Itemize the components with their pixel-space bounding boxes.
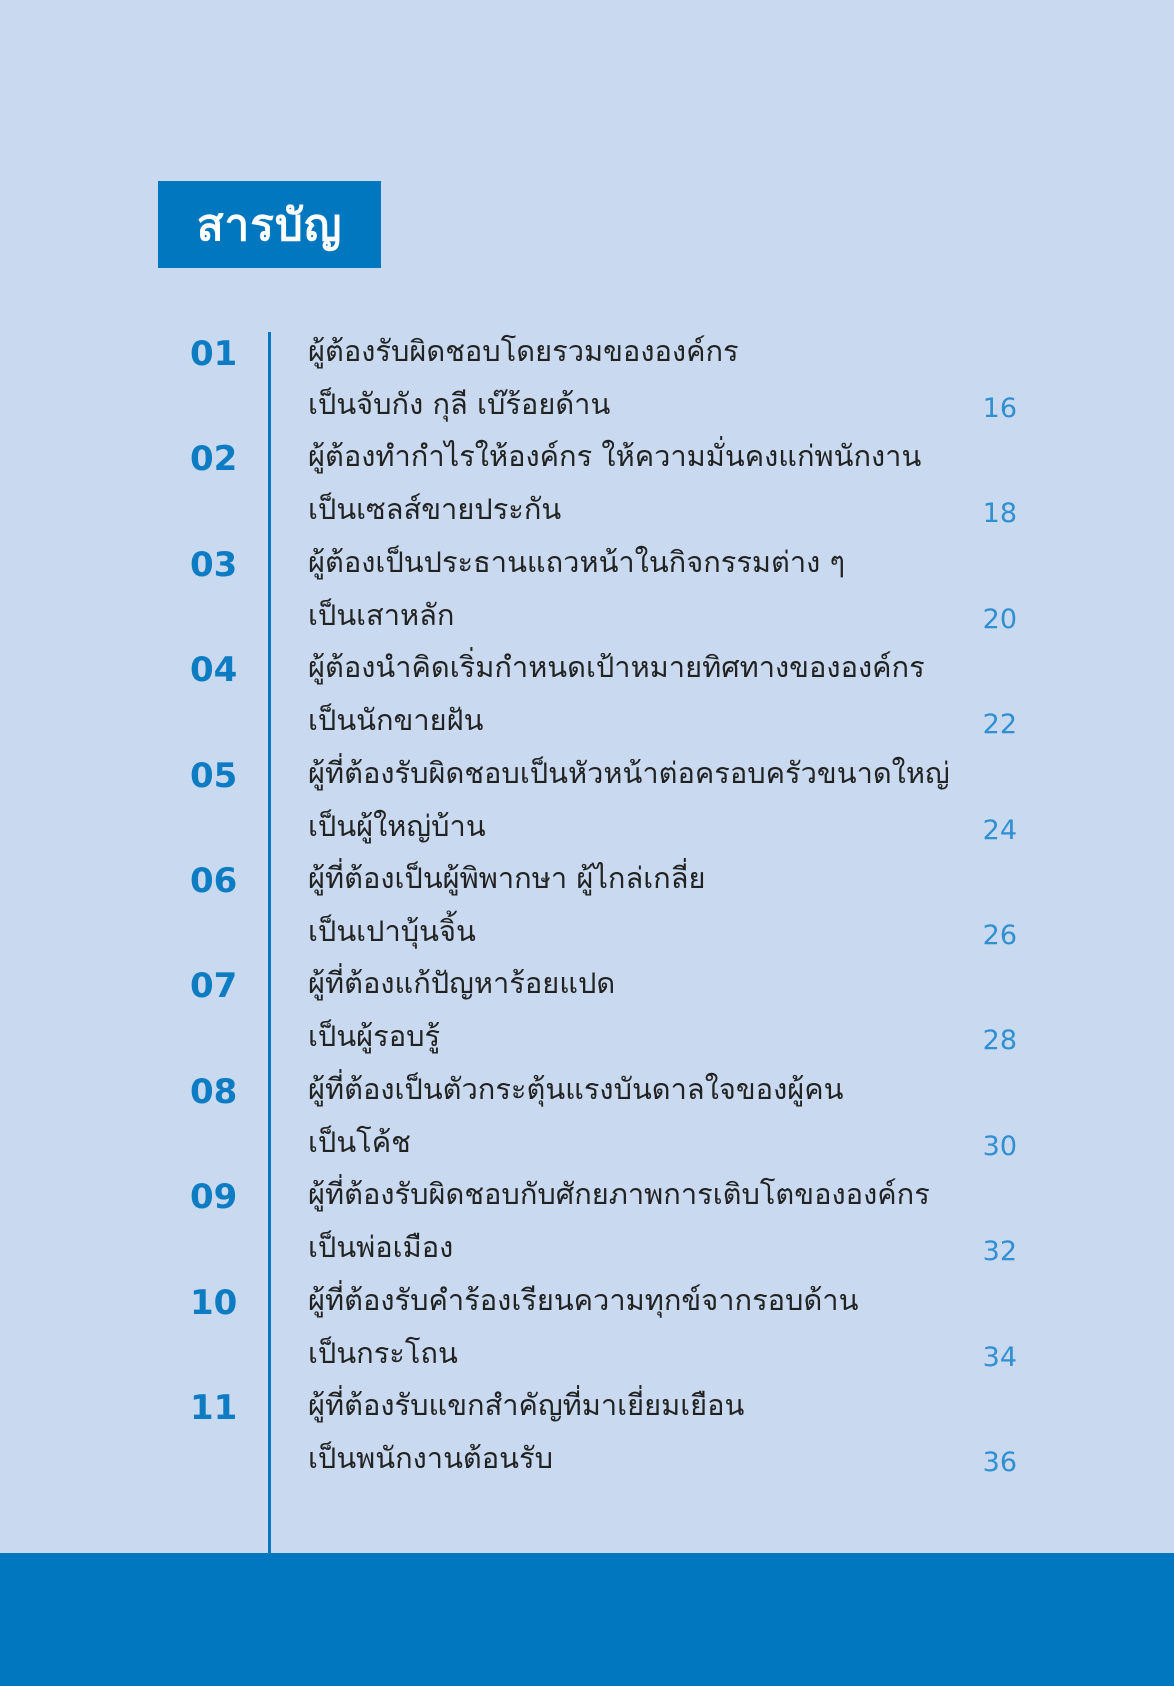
chapter-title-line1: ผู้ที่ต้องรับแขกสำคัญที่มาเยี่ยมเยือน [308, 1387, 745, 1422]
chapter-title-line1: ผู้ที่ต้องเป็นผู้พิพากษา ผู้ไกล่เกลี่ย [308, 860, 706, 895]
chapter-title-line2: เป็นพ่อเมือง [308, 1230, 454, 1265]
toc-entry[interactable] [0, 326, 1174, 431]
toc-title-text: สารบัญ [196, 199, 343, 251]
chapter-number: 06 [190, 860, 238, 901]
chapter-title-line1: ผู้ที่ต้องเป็นตัวกระตุ้นแรงบันดาลใจของผู้คน [308, 1071, 844, 1106]
toc-entry[interactable] [0, 1275, 1174, 1380]
chapter-number: 09 [190, 1177, 238, 1218]
chapter-title-line2: เป็นผู้รอบรู้ [308, 1019, 441, 1054]
toc-entry[interactable] [0, 1380, 1174, 1485]
chapter-title-line2: เป็นเสาหลัก [308, 597, 455, 632]
chapter-title-line1: ผู้ที่ต้องรับผิดชอบเป็นหัวหน้าต่อครอบครัวขนาดใหญ่ [308, 755, 950, 790]
toc-entry[interactable] [0, 853, 1174, 958]
toc-entry[interactable] [0, 431, 1174, 536]
page-number: 28 [982, 1025, 1017, 1057]
toc-entry[interactable] [0, 958, 1174, 1063]
chapter-title-line1: ผู้ต้องเป็นประธานแถวหน้าในกิจกรรมต่าง ๆ [308, 544, 846, 579]
chapter-title-line1: ผู้ที่ต้องรับคำร้องเรียนความทุกข์จากรอบด้าน [308, 1282, 859, 1317]
page-number: 20 [982, 603, 1017, 635]
footer-band [0, 1553, 1174, 1686]
chapter-number: 01 [190, 334, 238, 374]
chapter-title-line2: เป็นเซลส์ขายประกัน [308, 492, 562, 527]
page-number: 36 [982, 1446, 1017, 1478]
chapter-number: 07 [190, 966, 238, 1007]
chapter-title-line2: เป็นเปาบุ้นจิ้น [308, 913, 476, 948]
chapter-title-line1: ผู้ต้องนำคิดเริ่มกำหนดเป้าหมายทิศทางขององค์กร [308, 650, 925, 685]
chapter-title-line1: ผู้ที่ต้องแก้ปัญหาร้อยแปด [308, 966, 616, 1001]
toc-entry[interactable] [0, 1064, 1174, 1169]
page-number: 24 [982, 814, 1017, 846]
page-number: 30 [982, 1130, 1017, 1162]
chapter-title-line2: เป็นจับกัง กุลี เบ๊ร้อยด้าน [308, 387, 611, 421]
chapter-title-line1: ผู้ต้องรับผิดชอบโดยรวมขององค์กร [308, 334, 739, 368]
toc-title [158, 181, 381, 268]
toc-entry[interactable] [0, 537, 1174, 642]
chapter-title-line1: ผู้ที่ต้องรับผิดชอบกับศักยภาพการเติบโตขององค์กร [308, 1177, 930, 1212]
page-number: 32 [982, 1236, 1017, 1268]
chapter-number: 05 [190, 755, 238, 796]
chapter-title-line2: เป็นกระโถน [308, 1335, 458, 1370]
chapter-title-line1: ผู้ต้องทำกำไรให้องค์กร ให้ความมั่นคงแก่พนักงาน [308, 439, 922, 474]
chapter-title-line2: เป็นโค้ช [308, 1124, 411, 1159]
toc-list [0, 326, 1174, 1485]
toc-entry[interactable] [0, 748, 1174, 853]
chapter-number: 11 [190, 1387, 238, 1428]
chapter-title-line2: เป็นพนักงานต้อนรับ [308, 1440, 553, 1475]
page-number: 26 [982, 919, 1017, 951]
chapter-number: 08 [190, 1071, 238, 1112]
chapter-number: 02 [190, 439, 238, 480]
chapter-title-line2: เป็นผู้ใหญ่บ้าน [308, 808, 486, 843]
toc-entry[interactable] [0, 1169, 1174, 1274]
chapter-title-line2: เป็นนักขายฝัน [308, 703, 484, 738]
chapter-number: 03 [190, 544, 238, 585]
page-number: 18 [982, 498, 1017, 530]
page-number: 34 [982, 1341, 1017, 1373]
page-number: 22 [982, 709, 1017, 741]
chapter-number: 10 [190, 1282, 238, 1323]
page-number: 16 [982, 393, 1017, 424]
chapter-number: 04 [190, 650, 238, 691]
toc-entry[interactable] [0, 642, 1174, 747]
